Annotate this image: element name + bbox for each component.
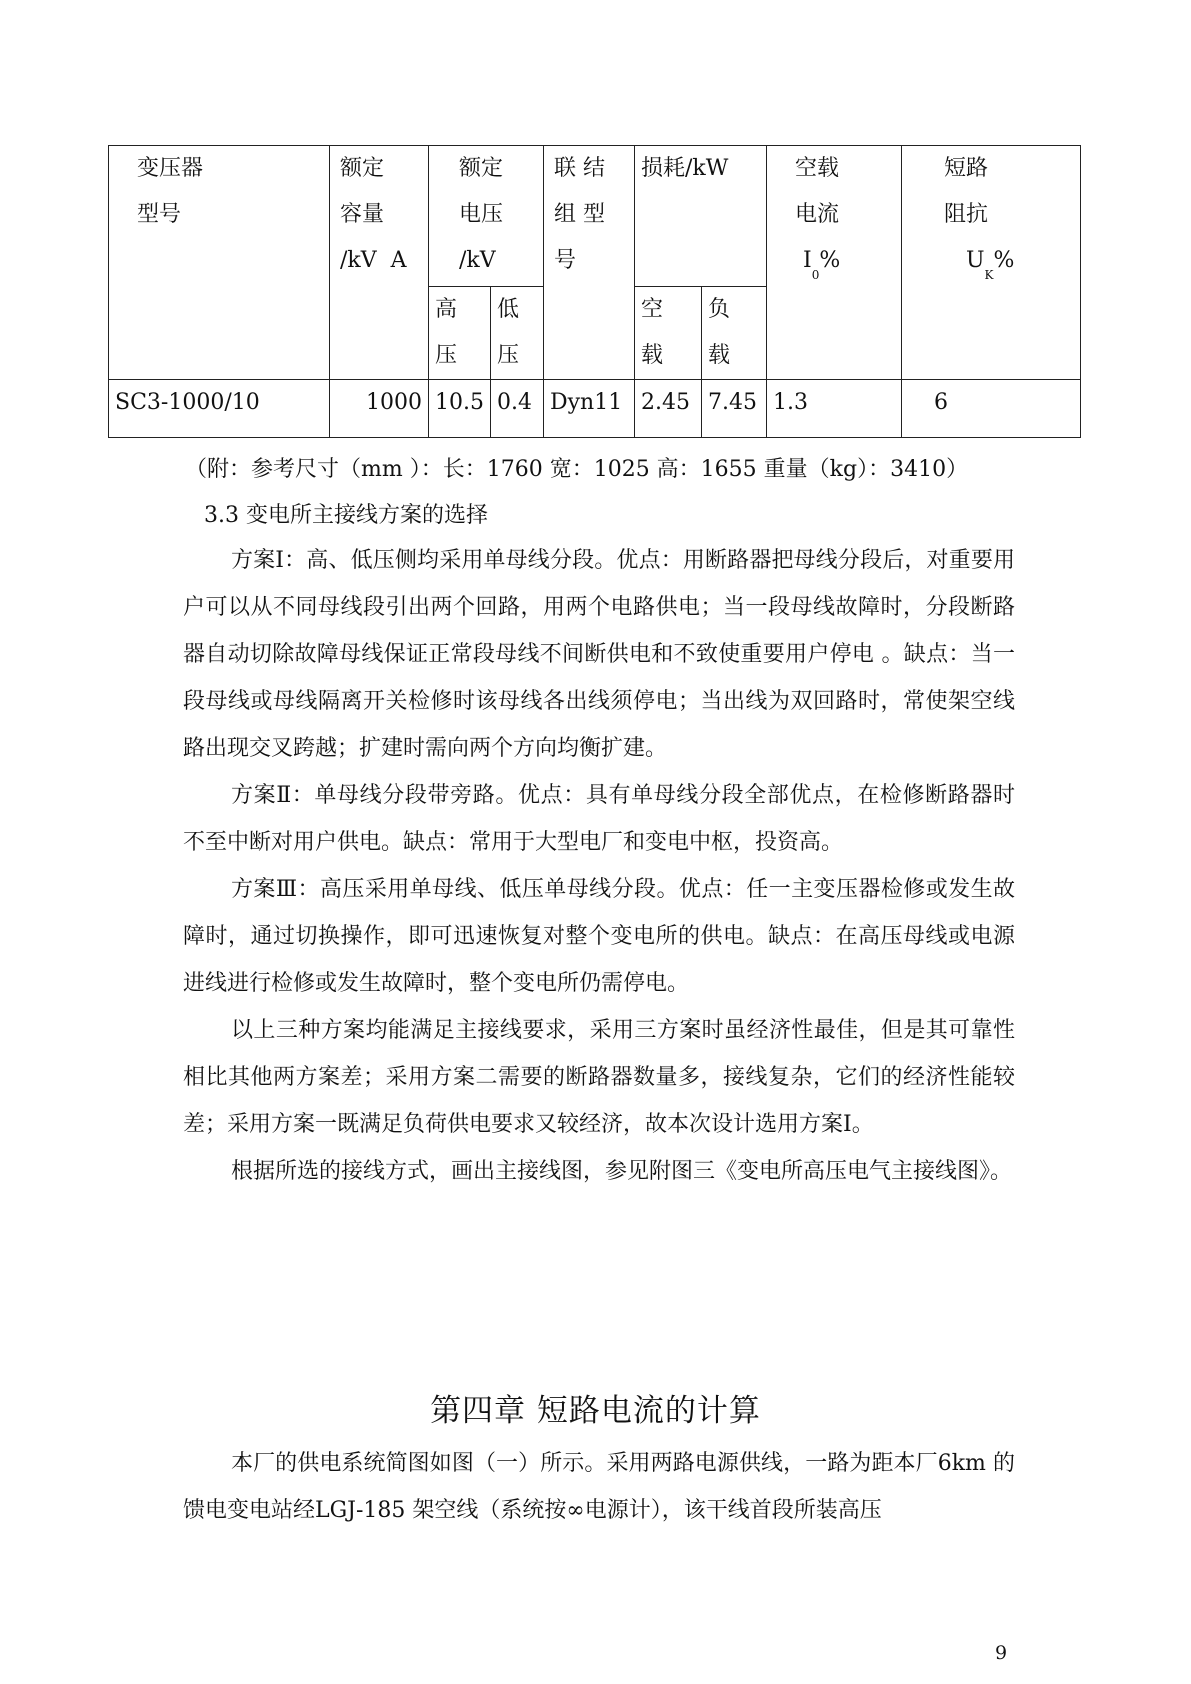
table-note: （附：参考尺寸（mm ）：长：1760 宽：1025 高：1655 重量（kg）：3410） bbox=[185, 457, 969, 482]
header-loss-noload: 空 载 bbox=[634, 287, 701, 380]
header-loss: 损耗/kW bbox=[634, 146, 766, 287]
paragraph-scheme-2: 方案Ⅱ：单母线分段带旁路。优点：具有单母线分段全部优点，在检修断路器时不至中断对用户供电。缺点：常用于大型电厂和变电中枢，投资高。 bbox=[183, 783, 1015, 855]
header-connection: 联 结 组 型 号 bbox=[543, 146, 634, 380]
paragraph-comparison: 以上三种方案均能满足主接线要求，采用三方案时虽经济性最佳，但是其可靠性相比其他两方案差；采用方案二需要的断路器数量多，接线复杂，它们的经济性能较差；采用方案一既满足负荷供电要求又较经济，故本次设计选用方案Ⅰ。 bbox=[183, 1018, 1015, 1137]
cell-connection: Dyn11 bbox=[543, 380, 634, 438]
paragraph-scheme-1: 方案Ⅰ：高、低压侧均采用单母线分段。优点：用断路器把母线分段后，对重要用户可以从不同母线段引出两个回路，用两个电路供电；当一段母线故障时，分段断路器自动切除故障母线保证正常段母线不间断供电和不致使重要用户停电 。缺点：当一段母线或母线隔离开关检修时该母线各出线须停电；当出线为双回路时，常使架空线路出现交叉跨越；扩建时需向两个方向均衡扩建。 bbox=[183, 548, 1015, 761]
table-row bbox=[109, 380, 1081, 438]
header-voltage-high: 高 压 bbox=[429, 287, 491, 380]
cell-loss-load: 7.45 bbox=[701, 380, 766, 438]
header-voltage-low: 低 压 bbox=[490, 287, 543, 380]
cell-noload-current: 1.3 bbox=[766, 380, 901, 438]
section-title: 3.3 变电所主接线方案的选择 bbox=[204, 503, 488, 528]
paragraph-power-system: 本厂的供电系统简图如图（一）所示。采用两路电源供线，一路为距本厂6km 的馈电变电站经LGJ-185 架空线（系统按∞电源计），该干线首段所装高压 bbox=[183, 1451, 1015, 1523]
header-noload-current: 空载 电流 $I_0\%$ bbox=[766, 146, 901, 380]
cell-model: SC3-1000/10 bbox=[109, 380, 330, 438]
header-capacity: 额定 容量 /kV A bbox=[330, 146, 429, 380]
header-loss-load: 负 载 bbox=[701, 287, 766, 380]
cell-loss-noload: 2.45 bbox=[634, 380, 701, 438]
table-header-row bbox=[109, 146, 1081, 287]
cell-voltage-high: 10.5 bbox=[429, 380, 491, 438]
page-number: 9 bbox=[995, 1642, 1008, 1664]
paragraph-scheme-3: 方案Ⅲ：高压采用单母线、低压单母线分段。优点：任一主变压器检修或发生故障时，通过切换操作，即可迅速恢复对整个变电所的供电。缺点：在高压母线或电源进线进行检修或发生故障时，整个变电所仍需停电。 bbox=[183, 877, 1015, 996]
paragraph-main-wiring: 根据所选的接线方式，画出主接线图，参见附图三《变电所高压电气主接线图》。 bbox=[231, 1159, 1013, 1184]
header-model: 变压器 型号 bbox=[109, 146, 330, 380]
transformer-spec-table bbox=[108, 145, 1081, 438]
header-impedance: 短路 阻抗 $U_K\%$ bbox=[901, 146, 1080, 380]
cell-capacity: 1000 bbox=[330, 380, 429, 438]
header-voltage: 额定 电压 /kV bbox=[429, 146, 544, 287]
chapter-title: 第四章 短路电流的计算 bbox=[430, 1393, 761, 1429]
cell-impedance: 6 bbox=[901, 380, 1080, 438]
cell-voltage-low: 0.4 bbox=[490, 380, 543, 438]
